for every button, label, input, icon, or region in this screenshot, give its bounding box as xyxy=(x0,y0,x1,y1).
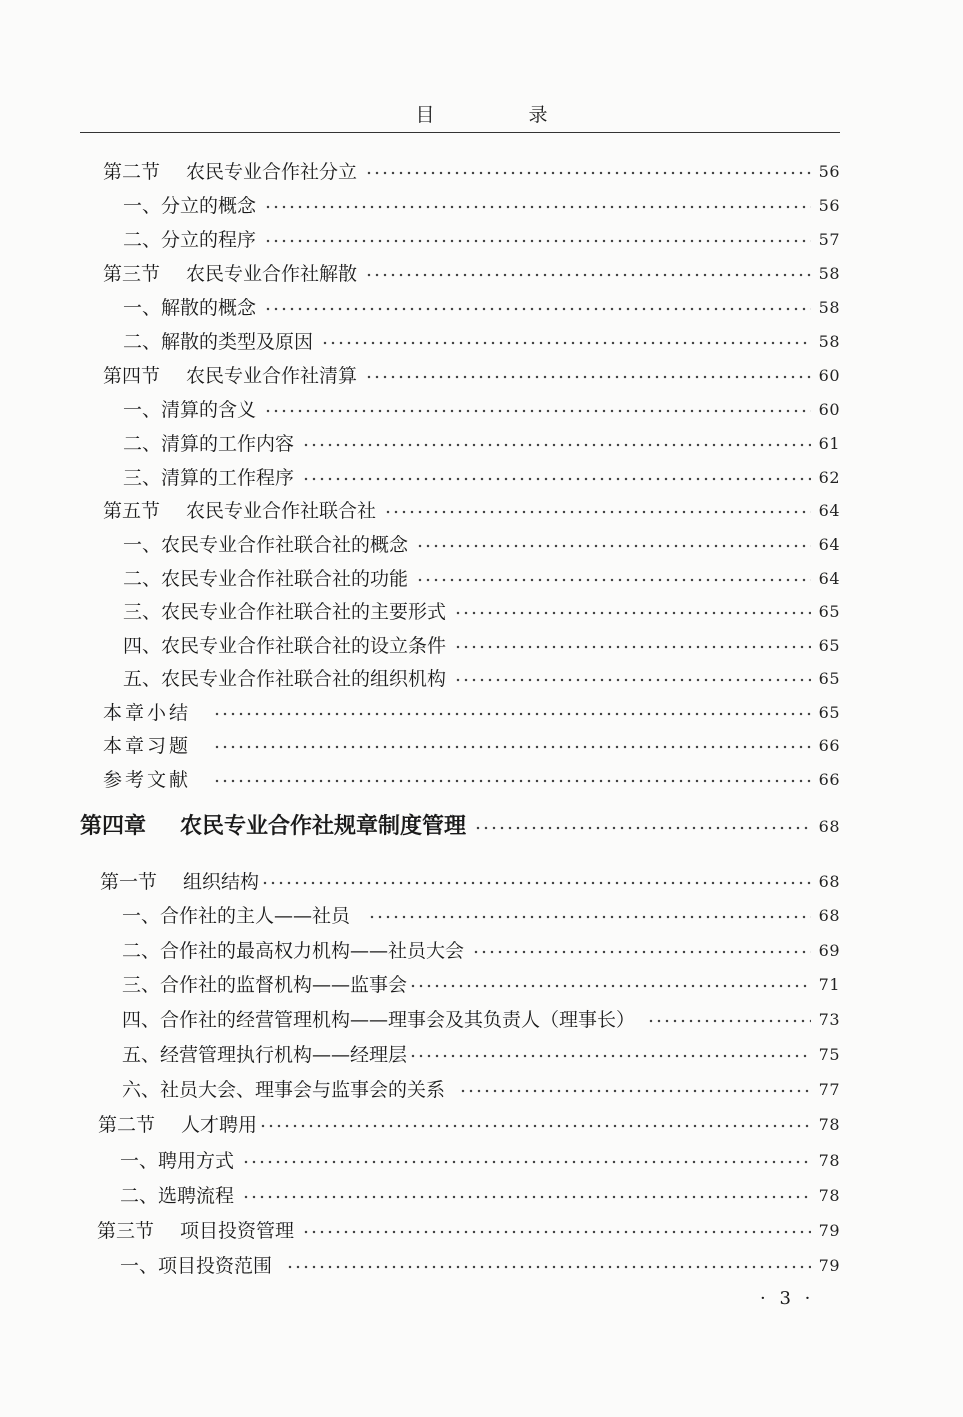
toc-entry-item[interactable] xyxy=(123,533,840,557)
dot-leader xyxy=(384,505,811,519)
page-number: 78 xyxy=(818,1186,840,1205)
entry-title: 农民专业合作社解散 xyxy=(186,263,358,285)
entry-title: 一、解散的概念 xyxy=(123,297,257,319)
entry-title: 三、合作社的监督机构——监事会 xyxy=(122,974,408,996)
dot-leader xyxy=(454,640,811,654)
toc-entry-chapter[interactable] xyxy=(80,815,840,839)
dot-leader xyxy=(259,1119,811,1133)
toc-entry-section[interactable] xyxy=(103,364,840,388)
entry-title: 三、农民专业合作社联合社的主要形式 xyxy=(123,601,447,623)
toc-entry-item[interactable] xyxy=(123,398,840,422)
page-number: 65 xyxy=(818,636,840,655)
page-number: 78 xyxy=(818,1151,840,1170)
entry-title: 一、分立的概念 xyxy=(123,195,257,217)
entry-title: 四、农民专业合作社联合社的设立条件 xyxy=(123,635,447,657)
section-prefix: 第一节 xyxy=(100,871,158,893)
toc-entry-item[interactable] xyxy=(123,432,840,456)
toc-entry-item[interactable] xyxy=(120,1149,840,1173)
toc-entry-item[interactable] xyxy=(122,1078,840,1102)
page-number: 68 xyxy=(818,872,840,891)
entry-title: 本章习题 xyxy=(103,735,192,757)
page-number: 58 xyxy=(818,298,840,317)
entry-title: 农民专业合作社分立 xyxy=(186,161,358,183)
toc-entry-misc[interactable] xyxy=(103,734,840,758)
entry-title: 二、选聘流程 xyxy=(120,1185,235,1207)
dot-leader xyxy=(474,821,811,835)
toc-entry-item[interactable] xyxy=(123,634,840,658)
dot-leader xyxy=(213,740,811,754)
dot-leader xyxy=(264,302,811,316)
section-prefix: 第二节 xyxy=(98,1114,156,1136)
dot-leader xyxy=(368,910,811,924)
page-number: 79 xyxy=(818,1256,840,1275)
dot-leader xyxy=(264,404,811,418)
page-number: 78 xyxy=(818,1115,840,1134)
dot-leader xyxy=(647,1014,811,1028)
entry-title: 二、合作社的最高权力机构——社员大会 xyxy=(122,940,465,962)
page-number: 56 xyxy=(818,162,840,181)
dot-leader xyxy=(264,234,811,248)
entry-title: 组织结构 xyxy=(183,871,260,893)
page-number: 60 xyxy=(818,366,840,385)
entry-title: 农民专业合作社清算 xyxy=(186,365,358,387)
entry-title: 一、聘用方式 xyxy=(120,1150,235,1172)
dot-leader xyxy=(286,1260,811,1274)
dot-leader xyxy=(213,774,811,788)
page-number: 65 xyxy=(818,669,840,688)
page-number: 73 xyxy=(818,1010,840,1029)
section-prefix: 第五节 xyxy=(103,500,161,522)
chapter-prefix: 第四章 xyxy=(80,814,147,839)
dot-leader xyxy=(365,166,811,180)
dot-leader xyxy=(264,200,811,214)
dot-leader xyxy=(213,707,811,721)
dot-leader xyxy=(409,1049,811,1063)
toc-entry-item[interactable] xyxy=(122,939,840,963)
toc-entry-item[interactable] xyxy=(120,1184,840,1208)
dot-leader xyxy=(242,1190,811,1204)
entry-title: 一、清算的含义 xyxy=(123,399,257,421)
dot-leader xyxy=(302,472,811,486)
entry-title: 二、分立的程序 xyxy=(123,229,257,251)
toc-entry-misc[interactable] xyxy=(103,701,840,725)
toc-entry-misc[interactable] xyxy=(103,768,840,792)
toc-entry-item[interactable] xyxy=(120,1254,840,1278)
toc-entry-item[interactable] xyxy=(122,1043,840,1067)
section-prefix: 第四节 xyxy=(103,365,161,387)
page-number: 65 xyxy=(818,602,840,621)
toc-entry-item[interactable] xyxy=(122,904,840,928)
toc-entry-section[interactable] xyxy=(103,160,840,184)
toc-entry-item[interactable] xyxy=(122,1008,840,1032)
dot-leader xyxy=(454,606,811,620)
entry-title: 二、清算的工作内容 xyxy=(123,433,295,455)
page-number: 60 xyxy=(818,400,840,419)
page-number: 62 xyxy=(818,468,840,487)
dot-leader xyxy=(472,945,811,959)
toc-entry-item[interactable] xyxy=(123,600,840,624)
page-number: 69 xyxy=(818,941,840,960)
page-number: 71 xyxy=(818,975,840,994)
entry-title: 一、项目投资范围 xyxy=(120,1255,273,1277)
toc-entry-item[interactable] xyxy=(123,466,840,490)
section-prefix: 第二节 xyxy=(103,161,161,183)
dot-leader xyxy=(321,336,811,350)
dot-leader xyxy=(416,573,811,587)
entry-title: 参考文献 xyxy=(103,769,192,791)
page-number: 66 xyxy=(818,736,840,755)
page-number: 75 xyxy=(818,1045,840,1064)
entry-title: 三、清算的工作程序 xyxy=(123,467,295,489)
page-number: 58 xyxy=(818,332,840,351)
dot-leader xyxy=(365,370,811,384)
toc-entry-section[interactable] xyxy=(97,1219,840,1243)
toc-entry-item[interactable] xyxy=(122,973,840,997)
page-number: 68 xyxy=(818,906,840,925)
toc-entry-section[interactable] xyxy=(100,870,840,894)
toc-entry-section[interactable] xyxy=(103,262,840,286)
dot-leader xyxy=(302,1225,811,1239)
entry-title: 农民专业合作社联合社 xyxy=(186,500,377,522)
page-number: 61 xyxy=(818,434,840,453)
section-prefix: 第三节 xyxy=(97,1220,155,1242)
entry-title: 六、社员大会、理事会与监事会的关系 xyxy=(122,1079,446,1101)
dot-leader xyxy=(365,268,811,282)
dot-leader xyxy=(242,1155,811,1169)
toc-entry-item[interactable] xyxy=(123,667,840,691)
toc-entry-item[interactable] xyxy=(123,567,840,591)
page-number: 64 xyxy=(818,535,840,554)
toc-entry-item[interactable] xyxy=(123,228,840,252)
entry-title: 一、农民专业合作社联合社的概念 xyxy=(123,534,409,556)
page-number: 79 xyxy=(818,1221,840,1240)
entry-title: 四、合作社的经营管理机构——理事会及其负责人（理事长） xyxy=(122,1009,636,1031)
page-number: 68 xyxy=(818,817,840,836)
page-number: 58 xyxy=(818,264,840,283)
toc-entry-section[interactable] xyxy=(103,499,840,523)
page-number: 57 xyxy=(818,230,840,249)
page-number: 64 xyxy=(818,501,840,520)
page-number: 64 xyxy=(818,569,840,588)
toc-entry-item[interactable] xyxy=(123,330,840,354)
entry-title: 二、农民专业合作社联合社的功能 xyxy=(123,568,409,590)
page-number: 66 xyxy=(818,770,840,789)
entry-title: 五、农民专业合作社联合社的组织机构 xyxy=(123,668,447,690)
entry-title: 人才聘用 xyxy=(181,1114,258,1136)
entry-title: 一、合作社的主人——社员 xyxy=(122,905,351,927)
header-title: 目 录 xyxy=(415,104,592,126)
section-prefix: 第三节 xyxy=(103,263,161,285)
page-number: 65 xyxy=(818,703,840,722)
entry-title: 五、经营管理执行机构——经理层 xyxy=(122,1044,408,1066)
entry-title: 本章小结 xyxy=(103,702,192,724)
dot-leader xyxy=(261,876,811,890)
entry-title: 农民专业合作社规章制度管理 xyxy=(180,814,467,839)
dot-leader xyxy=(302,438,811,452)
dot-leader xyxy=(459,1084,811,1098)
entry-title: 二、解散的类型及原因 xyxy=(123,331,314,353)
dot-leader xyxy=(454,673,811,687)
entry-title: 项目投资管理 xyxy=(180,1220,295,1242)
toc-entry-section[interactable] xyxy=(98,1113,840,1137)
page-number: 56 xyxy=(818,196,840,215)
page-number: 77 xyxy=(818,1080,840,1099)
dot-leader xyxy=(416,539,811,553)
toc-entry-item[interactable] xyxy=(123,194,840,218)
toc-entry-item[interactable] xyxy=(123,296,840,320)
footer-page-number: · 3 · xyxy=(760,1288,815,1309)
dot-leader xyxy=(409,979,811,993)
